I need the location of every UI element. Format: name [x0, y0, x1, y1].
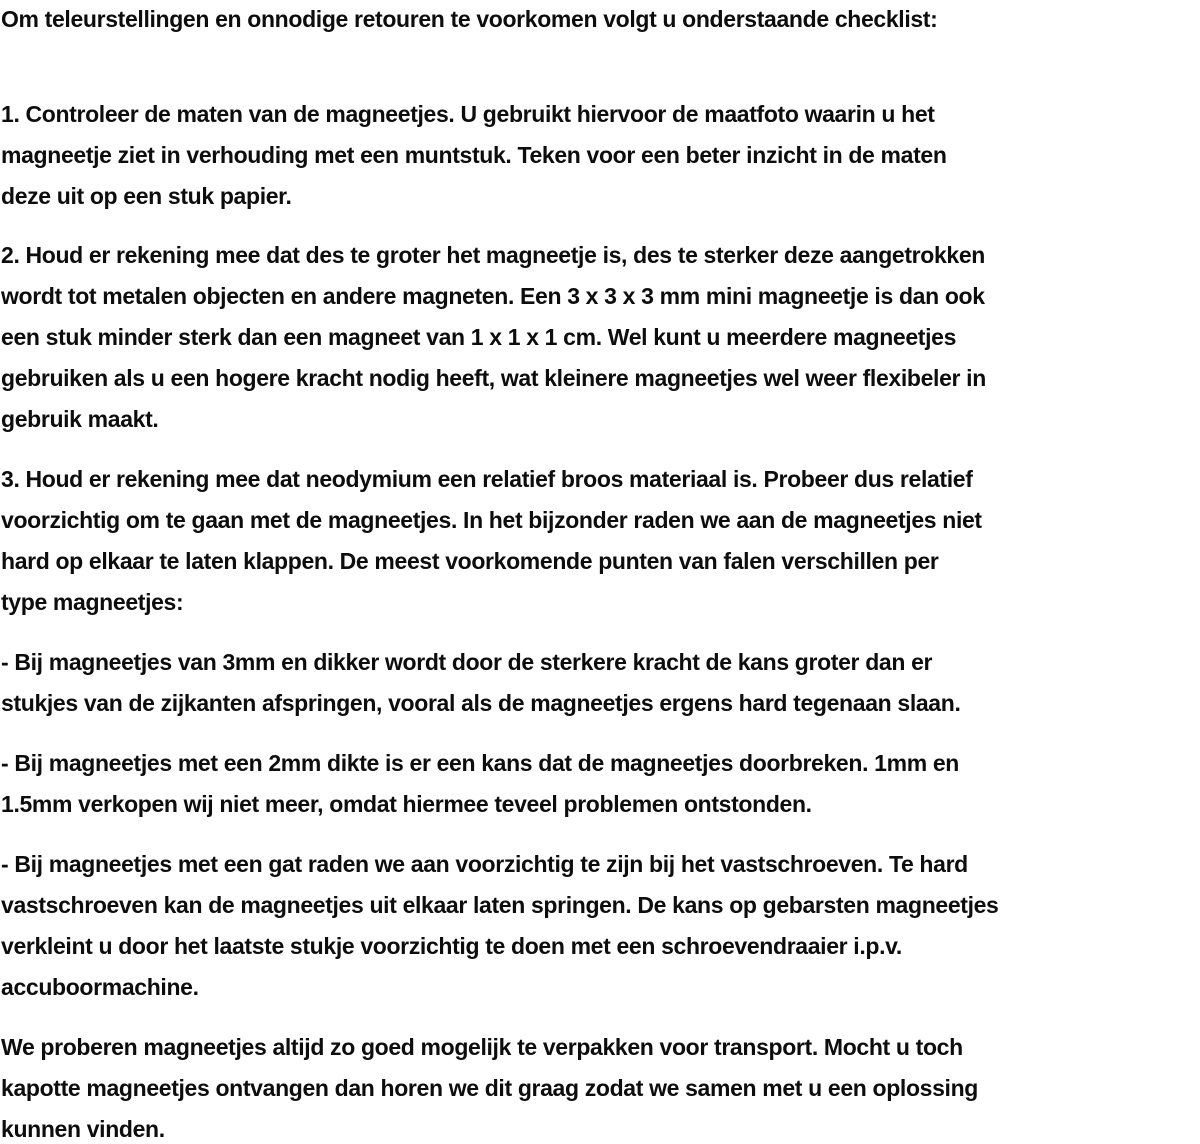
- bullet-line: - Bij magneetjes met een 2mm dikte is er een kans dat de magneetjes doorbreken. 1mm en: [1, 750, 959, 776]
- paragraph-line: kapotte magneetjes ontvangen dan horen we dit graag zodat we samen met u een oplossing: [1, 1075, 978, 1101]
- paragraph-line: type magneetjes:: [1, 589, 184, 615]
- paragraph-line: voorzichtig om te gaan met de magneetjes. In het bijzonder raden we aan de magneetjes niet: [1, 507, 982, 533]
- paragraph-line: 2. Houd er rekening mee dat des te groter het magneetje is, des te sterker deze aangetrokken: [1, 242, 985, 268]
- intro-heading: Om teleurstellingen en onnodige retouren te voorkomen volgt u onderstaande checklist:: [1, 6, 938, 32]
- paragraph-line: 3. Houd er rekening mee dat neodymium een relatief broos materiaal is. Probeer dus relatief: [1, 466, 973, 492]
- bullet-line: verkleint u door het laatste stukje voorzichtig te doen met een schroevendraaier i.p.v.: [1, 933, 902, 959]
- bullet-line: 1.5mm verkopen wij niet meer, omdat hiermee teveel problemen ontstonden.: [1, 791, 812, 817]
- paragraph-line: gebruiken als u een hogere kracht nodig heeft, wat kleinere magneetjes wel weer flexibeler in: [1, 365, 986, 391]
- bullet-line: - Bij magneetjes met een gat raden we aan voorzichtig te zijn bij het vastschroeven. Te hard: [1, 851, 968, 877]
- bullet-line: vastschroeven kan de magneetjes uit elkaar laten springen. De kans op gebarsten magneetjes: [1, 892, 999, 918]
- bullet-line: accuboormachine.: [1, 974, 199, 1000]
- paragraph-line: wordt tot metalen objecten en andere magneten. Een 3 x 3 x 3 mm mini magneetje is dan ook: [1, 283, 985, 309]
- paragraph-line: 1. Controleer de maten van de magneetjes. U gebruikt hiervoor de maatfoto waarin u het: [1, 101, 935, 127]
- paragraph-line: gebruik maakt.: [1, 406, 159, 432]
- paragraph-line: kunnen vinden.: [1, 1116, 165, 1142]
- paragraph-line: hard op elkaar te laten klappen. De meest voorkomende punten van falen verschillen per: [1, 548, 939, 574]
- bullet-line: stukjes van de zijkanten afspringen, vooral als de magneetjes ergens hard tegenaan slaan.: [1, 690, 961, 716]
- paragraph-line: een stuk minder sterk dan een magneet van 1 x 1 x 1 cm. Wel kunt u meerdere magneetjes: [1, 324, 957, 350]
- bullet-line: - Bij magneetjes van 3mm en dikker wordt door de sterkere kracht de kans groter dan er: [1, 649, 933, 675]
- paragraph-line: We proberen magneetjes altijd zo goed mogelijk te verpakken voor transport. Mocht u toch: [1, 1034, 963, 1060]
- paragraph-line: magneetje ziet in verhouding met een muntstuk. Teken voor een beter inzicht in de maten: [1, 142, 947, 168]
- paragraph-line: deze uit op een stuk papier.: [1, 183, 292, 209]
